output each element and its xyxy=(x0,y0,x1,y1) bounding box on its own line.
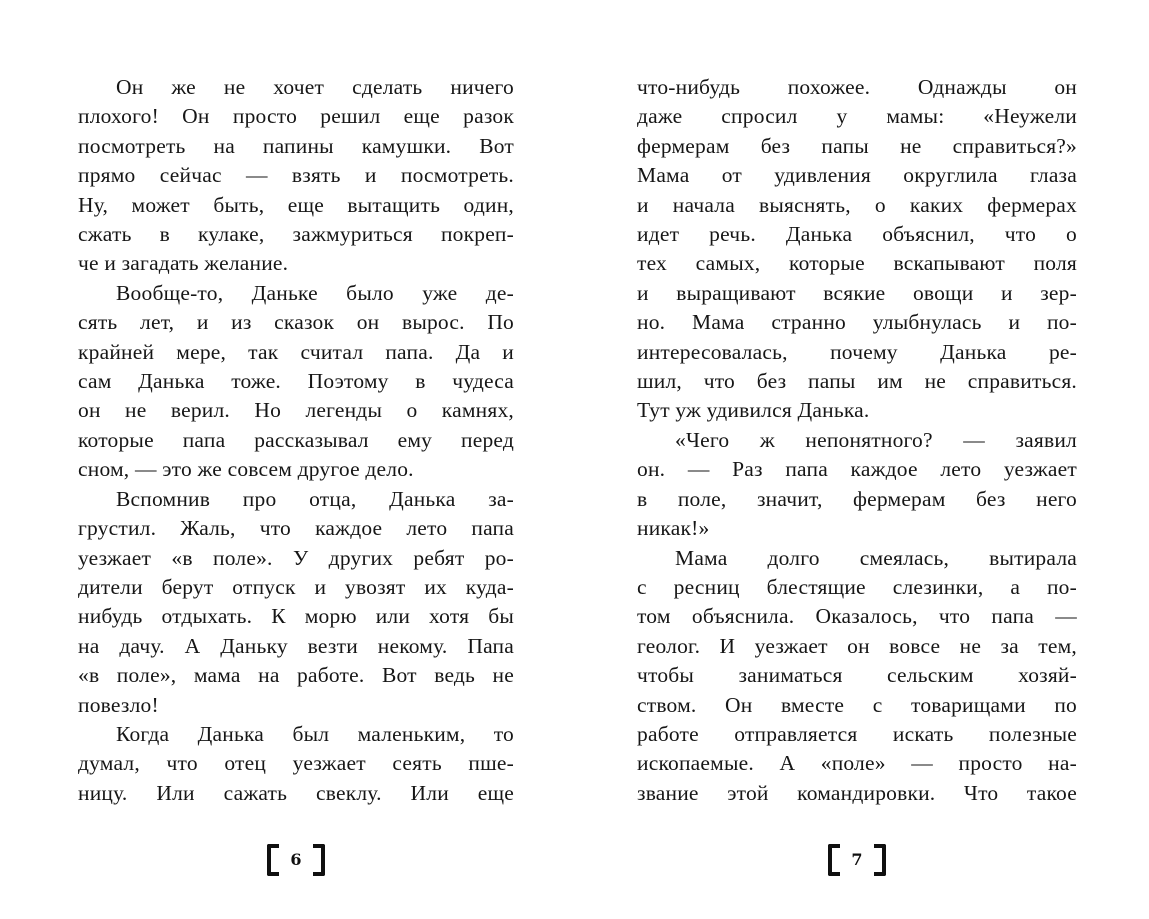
text-line: он. — Раз папа каждое лето уезжает xyxy=(637,457,1077,482)
text-line: Мама от удивления округлила глаза xyxy=(637,163,1077,188)
text-line: фермерам без папы не справиться?» xyxy=(637,133,1077,158)
text-line: сам Данька тоже. Поэтому в чудеса xyxy=(78,369,514,394)
bracket-left-icon xyxy=(267,844,279,876)
bracket-left-icon xyxy=(828,844,840,876)
page-text-right xyxy=(637,0,1077,808)
text-line: ископаемые. А «поле» — просто на- xyxy=(637,751,1077,776)
text-line: ством. Он вместе с товарищами по xyxy=(637,692,1077,717)
page-footer-left xyxy=(78,844,514,876)
text-line: никак!» xyxy=(637,516,710,541)
text-line: посмотреть на папины камушки. Вот xyxy=(78,133,514,158)
text-line: с ресниц блестящие слезинки, а по- xyxy=(637,574,1077,599)
text-line: в поле, значит, фермерам без него xyxy=(637,486,1077,511)
paragraph xyxy=(637,544,1077,809)
text-line: том объяснила. Оказалось, что папа — xyxy=(637,604,1077,629)
text-line: и начала выяснять, о каких фермерах xyxy=(637,192,1077,217)
bracket-right-icon xyxy=(313,844,325,876)
paragraph xyxy=(78,720,514,808)
text-line: шил, что без папы им не справиться. xyxy=(637,369,1077,394)
text-line: Мама долго смеялась, вытирала xyxy=(675,545,1077,570)
page-number: 7 xyxy=(851,850,863,869)
text-line: сять лет, и из сказок он вырос. По xyxy=(78,310,514,335)
text-line: чтобы заниматься сельским хозяй- xyxy=(637,663,1077,688)
text-line: дители берут отпуск и увозят их куда- xyxy=(78,574,514,599)
paragraph xyxy=(78,279,514,485)
text-line: Он же не хочет сделать ничего xyxy=(116,75,514,99)
text-line: «Чего ж непонятного? — заявил xyxy=(675,427,1077,452)
text-line: сжать в кулаке, зажмуриться покреп- xyxy=(78,222,514,247)
bracket-right-icon xyxy=(874,844,886,876)
text-line: но. Мама странно улыбнулась и по- xyxy=(637,310,1077,335)
text-line: ницу. Или сажать свеклу. Или еще xyxy=(78,780,514,805)
text-line: тех самых, которые вскапывают поля xyxy=(637,251,1077,276)
page-text-left xyxy=(78,0,514,808)
text-line: даже спросил у мамы: «Неужели xyxy=(637,104,1077,129)
page-left xyxy=(78,0,514,919)
text-line: он не верил. Но легенды о камнях, xyxy=(78,398,514,423)
text-line: Ну, может быть, еще вытащить один, xyxy=(78,192,514,217)
paragraph xyxy=(637,426,1077,544)
text-line: Когда Данька был маленьким, то xyxy=(116,721,514,746)
text-line: звание этой командировки. Что такое xyxy=(637,780,1077,805)
text-line: думал, что отец уезжает сеять пше- xyxy=(78,751,514,776)
text-line: Вспомнив про отца, Данька за- xyxy=(116,486,514,511)
text-line: что-нибудь похожее. Однажды он xyxy=(637,75,1077,99)
text-line: геолог. И уезжает он вовсе не за тем, xyxy=(637,633,1077,658)
text-line: «в поле», мама на работе. Вот ведь не xyxy=(78,663,514,688)
text-line: сном, — это же совсем другое дело. xyxy=(78,457,414,482)
text-line: и выращивают всякие овощи и зер- xyxy=(637,280,1077,305)
text-line: работе отправляется искать полезные xyxy=(637,721,1077,746)
page-right xyxy=(637,0,1077,919)
text-line: на дачу. А Даньку везти некому. Папа xyxy=(78,633,514,658)
text-line: которые папа рассказывал ему перед xyxy=(78,427,514,452)
text-line: уезжает «в поле». У других ребят ро- xyxy=(78,545,514,570)
text-line: нибудь отдыхать. К морю или хотя бы xyxy=(78,604,514,629)
page-footer-right xyxy=(637,844,1077,876)
text-line: прямо сейчас — взять и посмотреть. xyxy=(78,163,514,188)
text-line: Тут уж удивился Данька. xyxy=(637,398,870,423)
text-line: идет речь. Данька объяснил, что о xyxy=(637,222,1077,247)
text-line: крайней мере, так считал папа. Да и xyxy=(78,339,514,364)
text-line: грустил. Жаль, что каждое лето папа xyxy=(78,516,514,541)
paragraph xyxy=(78,73,514,279)
paragraph xyxy=(78,485,514,720)
page-number: 6 xyxy=(290,850,302,869)
text-line: Вообще-то, Даньке было уже де- xyxy=(116,280,514,305)
text-line: че и загадать желание. xyxy=(78,251,289,276)
text-line: плохого! Он просто решил еще разок xyxy=(78,104,514,129)
text-line: интересовалась, почему Данька ре- xyxy=(637,339,1077,364)
text-line: повезло! xyxy=(78,692,159,717)
paragraph xyxy=(637,73,1077,426)
